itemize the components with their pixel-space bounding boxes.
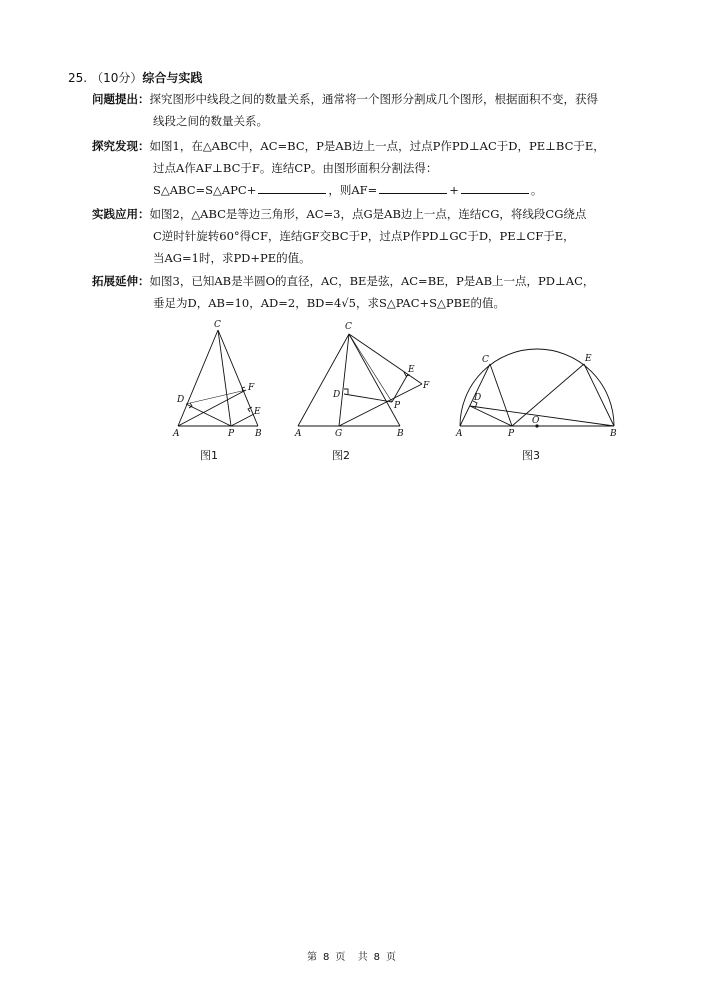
page-footer — [0, 948, 703, 963]
segment-pe — [231, 414, 254, 426]
footer-text: 页 — [386, 952, 397, 963]
area-formula — [92, 179, 642, 201]
segment-cf — [349, 334, 422, 384]
label-c: C — [214, 320, 221, 330]
label-d: D — [474, 393, 482, 403]
label-b: B — [610, 429, 617, 439]
formula-text: 。 — [530, 183, 543, 197]
section-label: 实践应用： — [92, 207, 150, 221]
figure-2 — [292, 318, 432, 440]
formula-text: S△ABC=S△APC+ — [153, 183, 257, 197]
section-label: 探究发现： — [92, 139, 150, 153]
segment-pe — [392, 374, 408, 402]
label-e: E — [254, 407, 261, 417]
question-points: （10分） — [91, 71, 143, 85]
label-c: C — [482, 355, 489, 365]
section-label: 拓展延伸： — [92, 274, 150, 288]
page-number: 8 — [322, 952, 330, 963]
section-text: C逆时针旋转60°得CF，连结GF交BC于P，过点P作PD⊥GC于D，PE⊥CF于E， — [153, 229, 575, 243]
segment-cp — [218, 330, 231, 426]
question-number: 25. — [68, 71, 88, 85]
label-e: E — [585, 354, 592, 364]
chord-be — [584, 364, 614, 426]
section-problem-posed — [92, 88, 642, 132]
segment-af — [178, 390, 246, 426]
total-pages: 8 — [373, 952, 381, 963]
answer-blank-2[interactable] — [379, 181, 447, 194]
question-header — [68, 70, 202, 86]
label-c: C — [345, 322, 352, 332]
section-text: 探究图形中线段之间的数量关系，通常将一个图形分割成几个图形，根据面积不变，获得 — [149, 92, 598, 106]
footer-text: 共 — [357, 952, 368, 963]
label-b: B — [255, 429, 262, 439]
formula-text: + — [449, 183, 459, 197]
segment-cp — [349, 334, 392, 402]
label-a: A — [173, 429, 180, 439]
footer-text: 页 — [335, 952, 346, 963]
right-angle-mark-d — [344, 389, 348, 394]
label-o: O — [532, 416, 540, 426]
segment-bc — [218, 330, 258, 426]
formula-text: ，则AF= — [328, 183, 378, 197]
segment-df — [186, 390, 246, 404]
section-text: 当AG=1时，求PD+PE的值。 — [153, 251, 311, 265]
label-b: B — [397, 429, 404, 439]
label-d: D — [333, 390, 341, 400]
figure-1-caption: 图1 — [200, 449, 218, 462]
figure-3-caption: 图3 — [522, 449, 540, 462]
label-f: F — [423, 381, 430, 391]
section-text: 过点A作AF⊥BC于F。连结CP。由图形面积分割法得： — [153, 161, 438, 175]
figure-2-caption: 图2 — [332, 449, 350, 462]
figure-3-diagram — [452, 330, 622, 440]
section-exploration — [92, 135, 642, 201]
figure-2-diagram — [292, 318, 432, 440]
figure-1 — [168, 318, 268, 440]
answer-blank-1[interactable] — [258, 181, 326, 194]
section-label: 问题提出： — [92, 92, 150, 106]
label-p: P — [508, 429, 515, 439]
figure-3 — [452, 330, 622, 440]
section-text: 如图1，在△ABC中，AC=BC，P是AB边上一点，过点P作PD⊥AC于D，PE⊥BC于E， — [149, 139, 605, 153]
section-application — [92, 203, 642, 269]
question-title: 综合与实践 — [142, 71, 203, 85]
label-e: E — [408, 365, 415, 375]
section-text: 线段之间的数量关系。 — [153, 114, 268, 128]
segment-pd — [186, 404, 231, 426]
segment-ac — [298, 334, 349, 426]
label-p: P — [228, 429, 235, 439]
section-text: 垂足为D，AB=10，AD=2，BD=4√5，求S△PAC+S△PBE的值。 — [153, 296, 505, 310]
label-a: A — [456, 429, 463, 439]
segment-bc — [349, 334, 400, 426]
label-d: D — [177, 395, 185, 405]
section-text: 如图3，已知AB是半圆O的直径，AC，BE是弦，AC=BE，P是AB上一点，PD⊥AC， — [149, 274, 595, 288]
figure-1-diagram — [168, 318, 268, 440]
label-g: G — [335, 429, 343, 439]
label-p: P — [394, 401, 401, 411]
section-text: 如图2，△ABC是等边三角形，AC=3，点G是AB边上一点，连结CG，将线段CG绕点 — [149, 207, 587, 221]
segment-cg — [339, 334, 349, 426]
answer-blank-3[interactable] — [461, 181, 529, 194]
segment-ac — [178, 330, 218, 426]
footer-text: 第 — [306, 952, 317, 963]
section-extension — [92, 270, 642, 314]
label-f: F — [248, 383, 255, 393]
label-a: A — [295, 429, 302, 439]
